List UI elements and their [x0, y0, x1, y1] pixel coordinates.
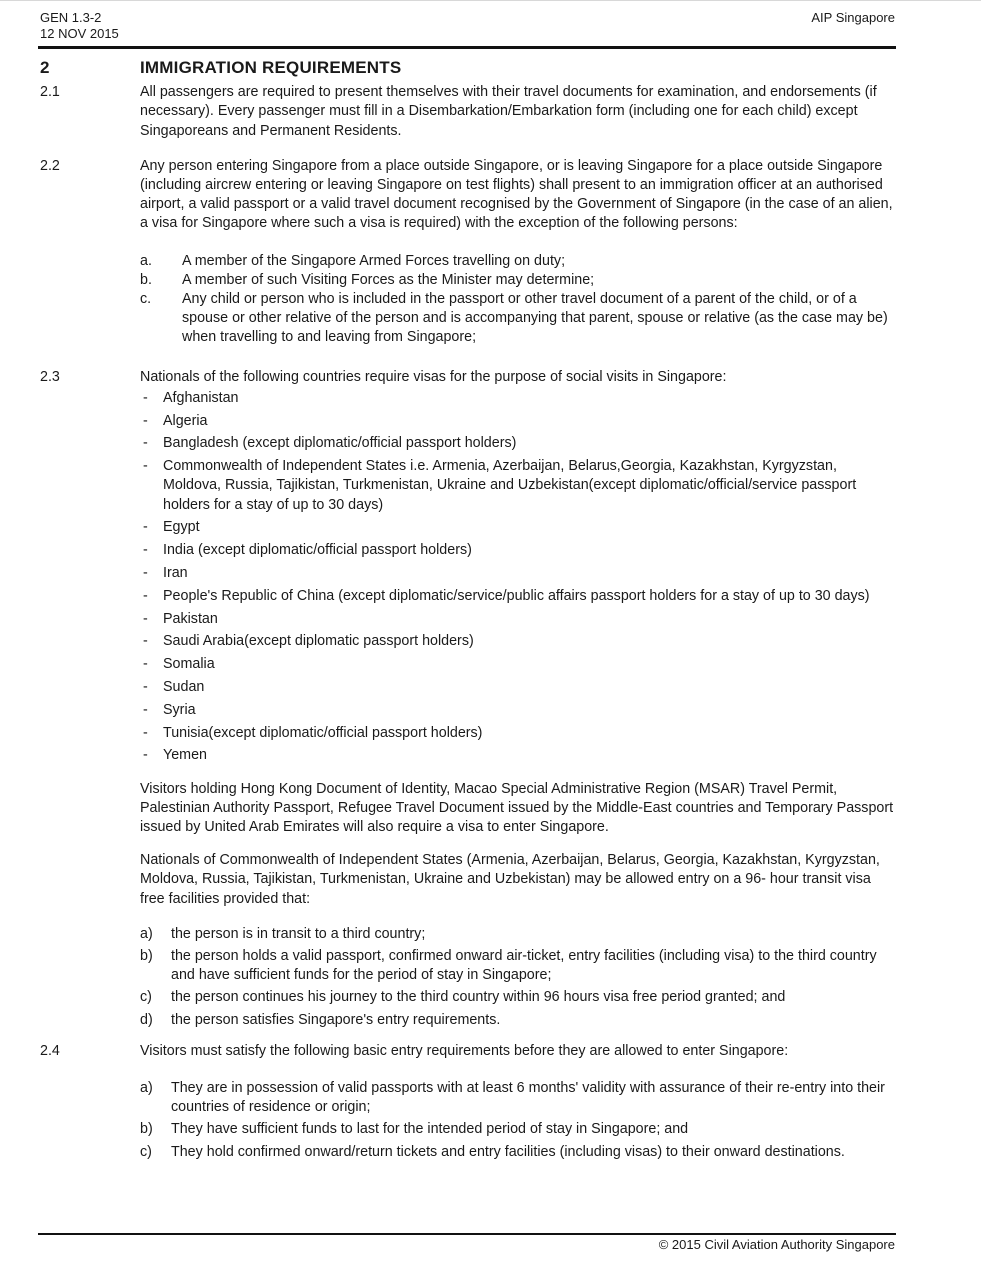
list-text: A member of such Visiting Forces as the Minister may determine; [182, 271, 595, 288]
paragraph-intro: Visitors must satisfy the following basic entry requirements before they are allowed to enter Singapore: [140, 1042, 789, 1059]
country-name: Algeria [163, 412, 208, 429]
country-name: Sudan [163, 679, 205, 696]
country-name: Egypt [163, 519, 200, 536]
country-item [140, 434, 896, 453]
country-item [140, 746, 896, 765]
paragraph-2-4 [40, 1042, 896, 1162]
country-name: Commonwealth of Independent States i.e. Armenia, Azerbaijan, Belarus,Georgia, Kazakhstan, Kyrgyzstan, Moldova, Russia, Tajikistan, Turkmenistan, Ukraine and Uzbekistan(except diplomatic/official/service passport holders for a stay of up to 30 days) [163, 458, 857, 513]
country-item [140, 724, 896, 743]
list-marker: c) [140, 989, 152, 1006]
dash-marker: - [143, 458, 148, 475]
list-item [140, 947, 896, 985]
dash-marker: - [143, 633, 148, 650]
country-name: Iran [163, 565, 188, 582]
paragraph-text: Any person entering Singapore from a place outside Singapore, or is leaving Singapore for a place outside Singapore (including aircrew entering or leaving Singapore on test flights) shall present to an immigration officer at an authorised airport, a valid passport or a valid travel document recognised by the Government of Singapore (in the case of an alien, a visa for Singapore where such a visa is required) with the exception of the following persons: [140, 157, 893, 232]
list-marker: b) [140, 1121, 153, 1138]
dash-marker: - [143, 389, 148, 406]
list-text: the person is in transit to a third country; [171, 925, 426, 942]
list-text: Any child or person who is included in the passport or other travel document of a parent of the child, or of a spouse or other relative of the person and is accompanying that parent, spouse or relative (as the case may be) when travelling to and leaving from Singapore; [182, 291, 888, 346]
country-item [140, 389, 896, 408]
list-item [140, 1120, 896, 1139]
paragraph-2-2 [40, 157, 896, 348]
list-item [140, 925, 896, 944]
paragraph-number: 2.1 [40, 84, 60, 101]
dash-marker: - [143, 701, 148, 718]
section-heading [40, 58, 896, 77]
country-name: People's Republic of China (except diplomatic/service/public affairs passport holders for a stay of up to 30 days) [163, 587, 870, 604]
dash-marker: - [143, 565, 148, 582]
paragraph-number: 2.2 [40, 157, 60, 174]
paragraph-intro: Nationals of the following countries require visas for the purpose of social visits in Singapore: [140, 368, 727, 385]
country-item [140, 655, 896, 674]
list-text: They hold confirmed onward/return tickets and entry facilities (including visas) to their onward destinations. [171, 1143, 845, 1160]
list-item [140, 1143, 896, 1162]
list-item [140, 1079, 896, 1117]
list-marker: b) [140, 948, 153, 965]
publication-name: AIP Singapore [811, 10, 895, 25]
country-name: Syria [163, 701, 196, 718]
list-text: A member of the Singapore Armed Forces travelling on duty; [182, 252, 566, 269]
header-rule [38, 46, 896, 49]
footer-copyright: © 2015 Civil Aviation Authority Singapore [658, 1237, 895, 1252]
country-name: Bangladesh (except diplomatic/official passport holders) [163, 435, 517, 452]
document-body [40, 58, 896, 1174]
header-left [40, 10, 119, 42]
list-marker: a) [140, 925, 153, 942]
doc-date: 12 NOV 2015 [40, 26, 119, 41]
dash-marker: - [143, 656, 148, 673]
list-text: the person satisfies Singapore's entry requirements. [171, 1011, 501, 1028]
country-name: Saudi Arabia(except diplomatic passport holders) [163, 633, 474, 650]
country-item [140, 632, 896, 651]
paragraph-number: 2.4 [40, 1042, 60, 1059]
dash-marker: - [143, 435, 148, 452]
list-marker: a. [140, 252, 152, 269]
country-list [140, 389, 896, 766]
list-marker: b. [140, 271, 152, 288]
transit-conditions [140, 925, 896, 1030]
country-item [140, 678, 896, 697]
entry-requirements [140, 1079, 896, 1162]
country-item [140, 457, 896, 515]
dash-marker: - [143, 542, 148, 559]
country-name: Yemen [163, 747, 207, 764]
list-marker: a) [140, 1080, 153, 1097]
section-number: 2 [40, 58, 50, 77]
section-title: IMMIGRATION REQUIREMENTS [140, 58, 402, 77]
dash-marker: - [143, 412, 148, 429]
country-name: Pakistan [163, 610, 218, 627]
list-text: They have sufficient funds to last for the intended period of stay in Singapore; and [171, 1121, 689, 1138]
list-marker: c) [140, 1143, 152, 1160]
dash-marker: - [143, 679, 148, 696]
footer-rule [38, 1233, 896, 1235]
list-text: the person continues his journey to the third country within 96 hours visa free period granted; and [171, 989, 786, 1006]
list-marker: d) [140, 1011, 153, 1028]
country-item [140, 541, 896, 560]
paragraph-2-1 [40, 83, 896, 141]
paragraph-2-3 [40, 368, 896, 1030]
list-text: They are in possession of valid passports with at least 6 months' validity with assurance of their re-entry into their countries of residence or origin; [171, 1080, 885, 1116]
visitors-text: Visitors holding Hong Kong Document of Identity, Macao Special Administrative Region (MSAR) Travel Permit, Palestinian Authority Passport, Refugee Travel Document issued by the Middle-East countries and Temporary Passport issued by United Arab Emirates will also require a visa to enter Singapore. [140, 780, 894, 836]
country-name: Afghanistan [163, 389, 239, 406]
country-item [140, 564, 896, 583]
dash-marker: - [143, 747, 148, 764]
list-item [140, 271, 896, 290]
list-item [140, 290, 896, 348]
country-name: Tunisia(except diplomatic/official passport holders) [163, 724, 483, 741]
exception-list [140, 252, 896, 348]
page-top-edge [0, 0, 981, 1]
list-item [140, 988, 896, 1007]
dash-marker: - [143, 724, 148, 741]
doc-reference: GEN 1.3-2 [40, 10, 102, 25]
dash-marker: - [143, 610, 148, 627]
dash-marker: - [143, 587, 148, 604]
list-marker: c. [140, 291, 152, 308]
dash-marker: - [143, 519, 148, 536]
list-item [140, 1011, 896, 1030]
country-item [140, 412, 896, 431]
country-item [140, 587, 896, 606]
list-text: the person holds a valid passport, confirmed onward air-ticket, entry facilities (including visa) to the third country and have sufficient funds for the period of stay in Singapore; [171, 948, 877, 984]
paragraph-number: 2.3 [40, 368, 60, 385]
country-name: India (except diplomatic/official passport holders) [163, 542, 472, 559]
country-item [140, 701, 896, 720]
list-item [140, 252, 896, 271]
cis-transit-text: Nationals of Commonwealth of Independent States (Armenia, Azerbaijan, Belarus, Georgia, Kazakhstan, Kyrgyzstan, Moldova, Russia, Tajikistan, Turkmenistan, Ukraine and Uzbekistan) may be allowed entry on a 96- hour transit visa free facilities provided that: [140, 852, 880, 907]
country-item [140, 518, 896, 537]
country-name: Somalia [163, 656, 215, 673]
paragraph-text: All passengers are required to present themselves with their travel documents for examination, and endorsements (if necessary). Every passenger must fill in a Disembarkation/Embarkation form (including one for each child) except Singaporeans and Permanent Residents. [140, 84, 877, 139]
country-item [140, 610, 896, 629]
